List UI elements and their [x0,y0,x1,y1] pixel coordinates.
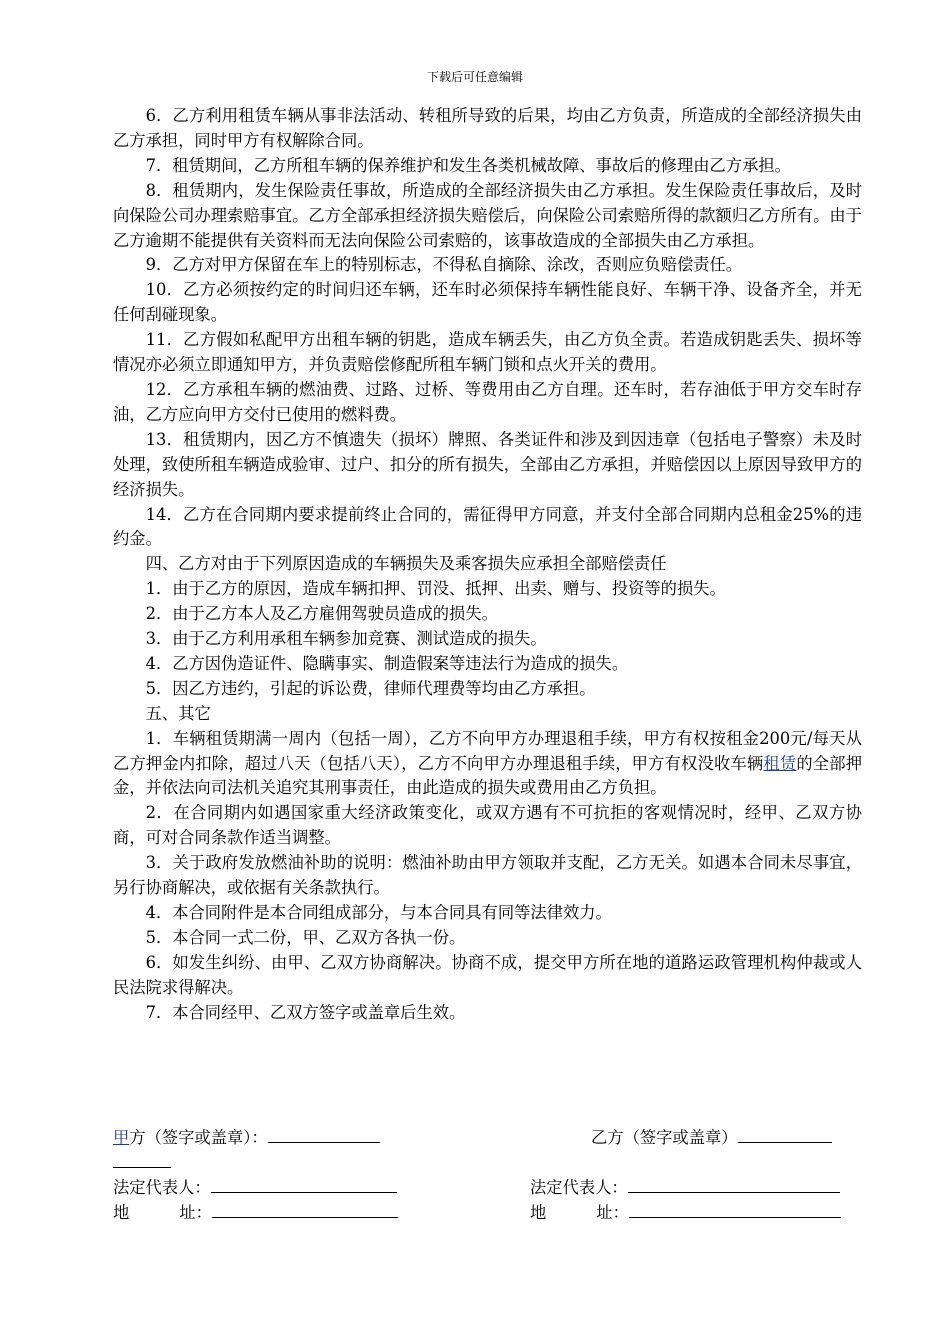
party-b-signature-line-wrap [113,1150,171,1176]
party-b-representative [530,1175,840,1201]
clause-7: 7．租赁期间，乙方所租车辆的保养维护和发生各类机械故障、事故后的修理由乙方承担。 [145,155,791,175]
party-a-rep-label: 法定代表人： [113,1178,211,1198]
party-a-label: 方（签字或盖章）： [129,1128,268,1148]
section-4-item-4: 4．乙方因伪造证件、隐瞒事实、制造假案等违法行为造成的损失。 [145,653,629,673]
party-a-addr-label-1: 地 [113,1203,130,1223]
clause-9: 9．乙方对甲方保留在车上的特别标志，不得私自摘除、涂改，否则应负赔偿责任。 [145,255,743,275]
section-5-item-6: 6．如发生纠纷、由甲、乙双方协商解决。协商不成，提交甲方所在地的道路运政管理机构仲裁或人民法院求得解决。 [113,952,862,997]
section-4-heading: 四、乙方对由于下列原因造成的车辆损失及乘客损失应承担全部赔偿责任 [145,554,667,574]
clause-6: 6．乙方利用租赁车辆从事非法活动、转租所导致的后果，均由乙方负责，所造成的全部经济损失由乙方承担，同时甲方有权解除合同。 [113,106,862,150]
clause-10: 10．乙方必须按约定的时间归还车辆，还车时必须保持车辆性能良好、车辆干净、设备齐全，并无任何刮碰现象。 [113,280,862,325]
section-5-item-1-text-a: 1．车辆租赁期满一周内（包括一周），乙方不向甲方办理退租手续，甲方有权按租金200元/每天从乙方押金内扣除，超过八天（包括八天），乙方不向甲方办理退租手续，甲方有权没收车辆 [113,728,862,773]
clause-8: 8．租赁期内，发生保险责任事故，所造成的全部经济损失由乙方承担。发生保险责任事故后，及时向保险公司办理索赔事宜。乙方全部承担经济损失赔偿后，向保险公司索赔所得的款额归乙方所有。由于乙方逾期不能提供有关资料而无法向保险公司索赔的，该事故造成的全部损失由乙方承担。 [113,180,862,250]
section-4-item-1: 1．由于乙方的原因，造成车辆扣押、罚没、抵押、出卖、赠与、投资等的损失。 [145,579,726,599]
party-a-address [113,1200,398,1226]
party-a-rep-line[interactable] [211,1175,397,1193]
section-4-item-3: 3．由于乙方利用承租车辆参加竞赛、测试造成的损失。 [145,629,547,649]
section-5-item-5: 5．本合同一式二份，甲、乙双方各执一份。 [145,927,466,947]
party-b-address [530,1200,841,1226]
clause-11: 11．乙方假如私配甲方出租车辆的钥匙，造成车辆丢失，由乙方负全责。若造成钥匙丢失、损坏等情况亦必须立即通知甲方，并负责赔偿修配所租车辆门锁和点火开关的费用。 [113,330,862,375]
party-a-signature [113,1125,380,1151]
section-5-item-4: 4．本合同附件是本合同组成部分，与本合同具有同等法律效力。 [145,903,612,922]
clause-13: 13．租赁期内，因乙方不慎遗失（损坏）牌照、各类证件和涉及到因违章（包括电子警察）未及时处理，致使所租车辆造成验审、过户、扣分的所有损失，全部由乙方承担，并赔偿因以上原因导致甲方的经济损失。 [113,429,862,499]
page-header: 下载后可任意编辑 [426,70,523,84]
section-4-item-2: 2．由于乙方本人及乙方雇佣驾驶员造成的损失。 [145,604,498,624]
party-b-addr-label-1: 地 [530,1203,547,1223]
rental-link[interactable]: 租赁 [763,753,797,773]
party-b-rep-label: 法定代表人： [530,1178,628,1198]
contract-body [113,104,862,1026]
party-b-address-line[interactable] [629,1200,841,1218]
party-a-address-line[interactable] [212,1200,398,1218]
section-5-item-2: 2．在合同期内如遇国家重大经济政策变化，或双方遇有不可抗拒的客观情况时，经甲、乙双方协商，可对合同条款作适当调整。 [113,803,862,848]
party-a-addr-label-2: 址： [179,1203,212,1223]
party-b-signature [591,1125,832,1151]
section-5-item-3: 3．关于政府发放燃油补助的说明：燃油补助由甲方领取并支配，乙方无关。如遇本合同未尽事宜，另行协商解决，或依据有关条款执行。 [113,853,862,898]
section-5-item-1-text-b: 的全部押金，并依法向司法机关追究其刑事责任，由此造成的损失或费用由乙方负担。 [113,753,862,798]
section-5-item-7: 7．本合同经甲、乙双方签字或盖章后生效。 [145,1002,466,1022]
party-a-first-char[interactable]: 甲 [113,1128,130,1148]
party-a-representative [113,1175,397,1201]
party-b-addr-label-2: 址： [596,1203,629,1223]
section-5-item-1 [113,727,862,802]
clause-14: 14．乙方在合同期内要求提前终止合同的，需征得甲方同意，并支付全部合同期内总租金25%的违约金。 [113,504,862,549]
section-4-item-5: 5．因乙方违约，引起的诉讼费，律师代理费等均由乙方承担。 [145,678,596,698]
party-b-rep-line[interactable] [628,1175,840,1193]
party-a-signature-line[interactable] [268,1125,380,1143]
party-b-signature-line-continued[interactable] [113,1150,171,1168]
section-5-heading: 五、其它 [145,703,211,723]
party-b-label: 乙方（签字或盖章） [591,1128,738,1148]
party-b-signature-line[interactable] [738,1125,832,1143]
clause-12: 12．乙方承租车辆的燃油费、过路、过桥、等费用由乙方自理。还车时，若存油低于甲方交车时存油，乙方应向甲方交付已使用的燃料费。 [113,379,862,424]
